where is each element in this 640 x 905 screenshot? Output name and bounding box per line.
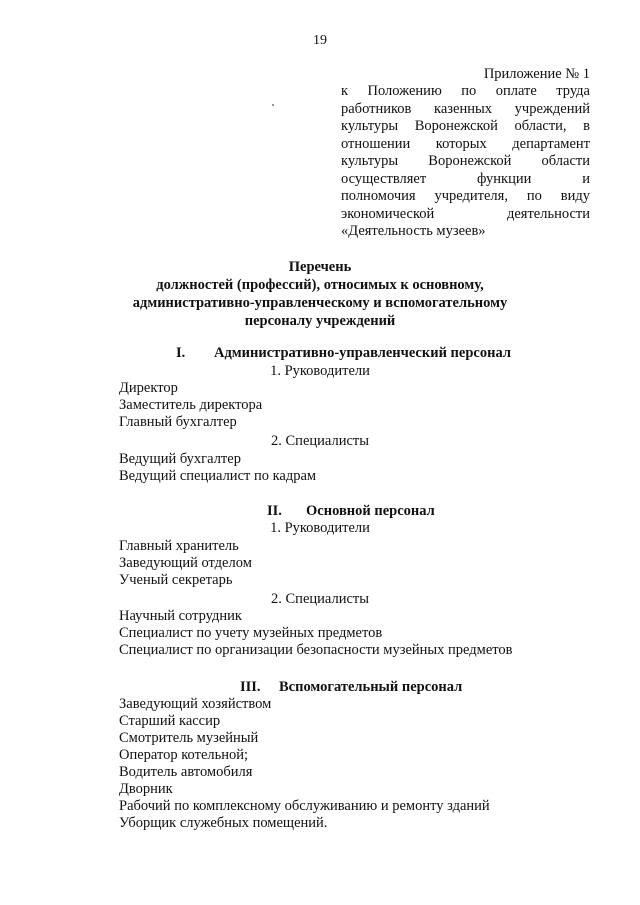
document-title: Перечень (288, 259, 352, 275)
position-item: Водитель автомобиля (119, 764, 253, 780)
appendix-reference (341, 83, 590, 241)
position-item: Уборщик служебных помещений. (119, 815, 328, 831)
position-item: Научный сотрудник (119, 608, 242, 624)
appendix-line: экономической деятельности (341, 205, 590, 222)
appendix-line: работников казенных учреждений (341, 100, 590, 117)
position-item: Заведующий хозяйством (119, 696, 272, 712)
section-2-number: II. (267, 503, 282, 519)
appendix-line: отношении которых департамент (341, 135, 590, 152)
position-item: Ведущий бухгалтер (119, 451, 241, 467)
document-subtitle-line: персоналу учреждений (244, 313, 396, 329)
position-item: Заместитель директора (119, 397, 263, 413)
position-item: Специалист по организации безопасности музейных предметов (119, 642, 513, 658)
position-item: Специалист по учету музейных предметов (119, 625, 383, 641)
appendix-line: «Деятельность музеев» (341, 223, 486, 239)
position-item: Ведущий специалист по кадрам (119, 468, 317, 484)
section-3-number: III. (240, 679, 261, 695)
appendix-line: полномочия учредителя, по виду (341, 188, 590, 204)
position-item: Заведующий отделом (119, 555, 252, 571)
document-subtitle-line: должностей (профессий), относимых к основному, (156, 277, 484, 293)
section-2-subheading-managers: 1. Руководители (270, 520, 370, 536)
document-subtitle-line: административно-управленческому и вспомогательному (132, 295, 508, 311)
section-1-subheading-managers: 1. Руководители (270, 363, 370, 379)
appendix-line: осуществляет функции и (341, 170, 590, 187)
page-number: 19 (313, 33, 327, 48)
section-2-title: Основной персонал (306, 503, 435, 519)
position-item: Смотритель музейный (119, 730, 259, 746)
section-2-subheading-specialists: 2. Специалисты (271, 591, 369, 607)
section-1-subheading-specialists: 2. Специалисты (271, 433, 369, 449)
position-item: Главный хранитель (119, 538, 239, 554)
position-item: Рабочий по комплексному обслуживанию и ремонту зданий (119, 798, 490, 814)
position-item: Директор (119, 380, 178, 396)
position-item: Главный бухгалтер (119, 414, 237, 430)
appendix-line: культуры Воронежской области (341, 153, 590, 169)
position-item: Оператор котельной; (119, 747, 249, 763)
section-1-title: Административно-управленческий персонал (214, 345, 511, 361)
appendix-line: к Положению по оплате труда (341, 83, 590, 99)
position-item: Дворник (119, 781, 173, 797)
appendix-line: культуры Воронежской области, в (341, 118, 590, 134)
section-1-number: I. (176, 345, 186, 361)
position-item: Старший кассир (119, 713, 221, 729)
appendix-title: Приложение № 1 (483, 66, 590, 82)
position-item: Ученый секретарь (119, 572, 233, 588)
scan-speck (272, 104, 274, 106)
section-3-title: Вспомогательный персонал (279, 679, 463, 695)
